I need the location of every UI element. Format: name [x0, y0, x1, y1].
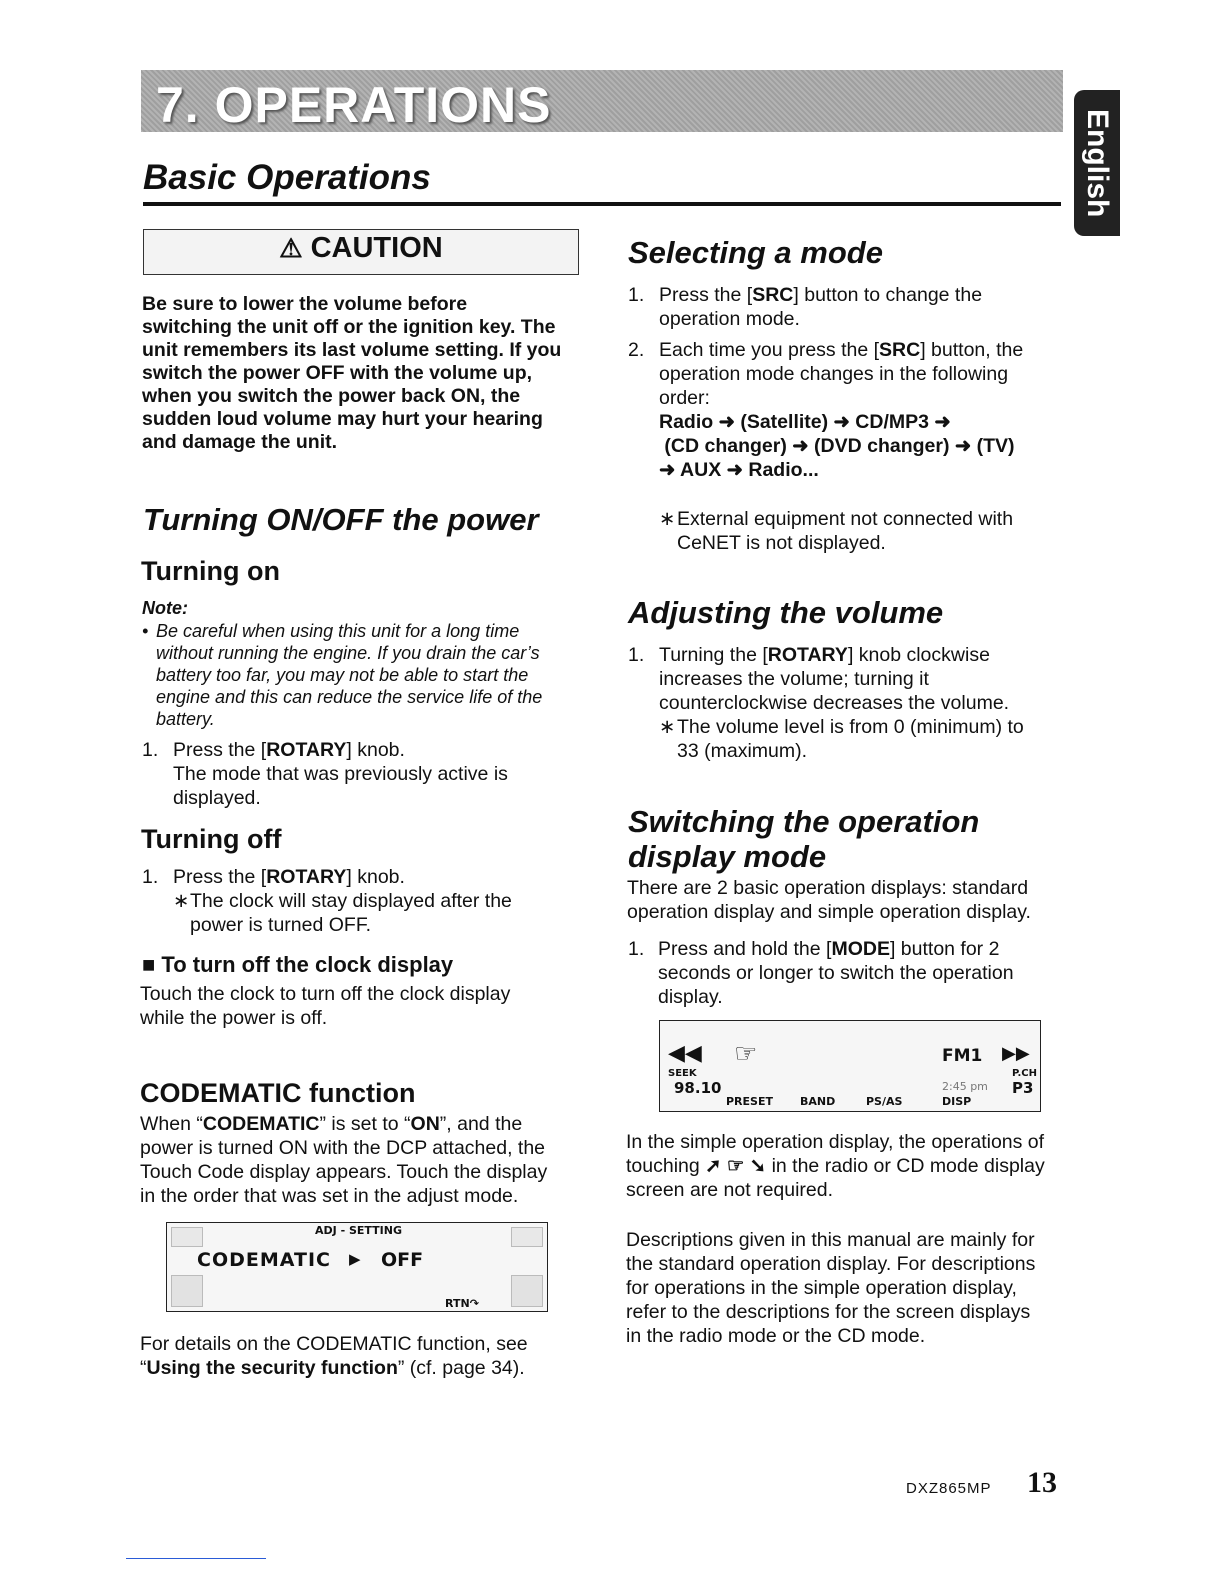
touch-hand-icon: ☞	[734, 1039, 758, 1069]
codematic-line: Touch Code display appears. Touch the display	[140, 1161, 548, 1183]
radio-display	[659, 1020, 1041, 1112]
preset-label: PRESET	[726, 1095, 773, 1108]
details-line: For details on the CODEMATIC function, see	[140, 1333, 528, 1355]
key-name: ROTARY	[266, 866, 347, 888]
text: When “	[140, 1113, 203, 1135]
asterisk-mark: ∗	[659, 508, 676, 530]
text: Press the [	[659, 284, 753, 306]
note-line: 33 (maximum).	[677, 740, 808, 762]
section-divider	[143, 202, 1061, 206]
display-value: OFF	[381, 1249, 424, 1271]
simple-line: In the simple operation display, the operations of	[626, 1131, 1045, 1153]
codematic-line: power is turned ON with the DCP attached, the	[140, 1137, 546, 1159]
display-header: ADJ - SETTING	[315, 1224, 402, 1237]
step-line: seconds or longer to switch the operation	[658, 962, 1014, 984]
seek-forward-icon: ▶▶	[1002, 1043, 1030, 1064]
step-text: ] knob.	[346, 866, 405, 888]
step-line: operation mode changes in the following	[659, 363, 1009, 385]
caution-line: Be sure to lower the volume before	[142, 293, 468, 315]
note-line: External equipment not connected with	[677, 508, 1014, 530]
text: ] knob clockwise	[847, 644, 990, 666]
turning-off-heading: Turning off	[141, 824, 282, 854]
step-number: 2.	[628, 339, 645, 361]
step-number: 1.	[142, 739, 159, 761]
text: Using the security function	[146, 1357, 398, 1379]
text: Each time you press the [	[659, 339, 880, 361]
section-title: Basic Operations	[143, 158, 431, 197]
selecting-mode-heading: Selecting a mode	[628, 235, 883, 270]
link-underline	[126, 1558, 266, 1559]
note-line: battery too far, you may not be able to start the	[156, 665, 529, 685]
desc-line: Descriptions given in this manual are mainly for	[626, 1229, 1035, 1251]
disp-label: DISP	[942, 1095, 972, 1108]
key-name: MODE	[831, 938, 890, 960]
step-line: display.	[658, 986, 723, 1008]
note-line: engine and this can reduce the service life of the	[156, 687, 543, 707]
desc-line: refer to the descriptions for the screen displays	[626, 1301, 1031, 1323]
codematic-line: in the order that was set in the adjust mode.	[140, 1185, 519, 1207]
intro-line: operation display and simple operation display.	[627, 901, 1031, 923]
turning-off-note	[190, 889, 590, 937]
psas-label: PS/AS	[866, 1095, 903, 1108]
power-note	[156, 620, 586, 730]
seek-back-icon: ◀◀	[668, 1041, 702, 1066]
note-line: The volume level is from 0 (minimum) to	[677, 716, 1024, 738]
step-number: 1.	[142, 866, 159, 888]
turning-on-heading: Turning on	[141, 556, 280, 586]
touch-icons: ➚ ☞ ➘	[705, 1155, 767, 1177]
step-line: displayed.	[173, 787, 261, 809]
step-line: order:	[659, 387, 710, 409]
clock-text	[140, 982, 580, 1030]
heading-line: display mode	[628, 839, 827, 874]
note-line: CeNET is not displayed.	[677, 532, 886, 554]
frequency: 98.10	[674, 1079, 722, 1097]
display-item: CODEMATIC	[197, 1249, 331, 1271]
caution-line: when you switch the power back ON, the	[142, 385, 521, 407]
turning-off-step	[173, 865, 583, 889]
text: ” (cf. page 34).	[397, 1357, 525, 1379]
caution-line: switching the unit off or the ignition key. The	[142, 316, 556, 338]
clock-heading-text: To turn off the clock display	[161, 952, 454, 977]
mode-order-line: Radio ➜ (Satellite) ➜ CD/MP3 ➜	[659, 411, 951, 433]
display-mode-step	[658, 937, 1068, 1009]
key-name: SRC	[879, 339, 921, 361]
caution-heading	[143, 232, 579, 265]
mode-step-1	[659, 283, 1069, 331]
text: touching	[626, 1155, 700, 1177]
text: ON	[410, 1113, 440, 1135]
corner-touch-key	[511, 1227, 543, 1247]
return-button: RTN↷	[445, 1297, 479, 1310]
mode-step-2	[659, 338, 1079, 482]
volume-heading: Adjusting the volume	[628, 595, 944, 630]
corner-touch-key	[171, 1227, 203, 1247]
step-line: increases the volume; turning it	[659, 668, 929, 690]
chapter-title: 7. OPERATIONS	[156, 77, 552, 133]
note-line: power is turned OFF.	[190, 914, 371, 936]
codematic-details	[140, 1332, 580, 1380]
mode-note	[677, 507, 1077, 555]
clock-line: while the power is off.	[140, 1007, 328, 1029]
display-mode-heading	[628, 804, 979, 874]
mode-order-line: (CD changer) ➜ (DVD changer) ➜ (TV)	[659, 435, 1015, 457]
note-line: battery.	[156, 709, 215, 729]
caution-line: switch the power OFF with the volume up,	[142, 362, 533, 384]
text: Press and hold the [	[658, 938, 832, 960]
turning-on-step	[173, 738, 583, 810]
asterisk-mark: ∗	[173, 890, 190, 912]
text: ” is set to “	[319, 1113, 411, 1135]
warning-icon: ⚠	[279, 233, 303, 263]
display-mode-intro	[627, 876, 1067, 924]
language-tab-label: English	[1081, 108, 1114, 218]
step-text: Press the [	[173, 866, 267, 888]
step-number: 1.	[628, 284, 645, 306]
clock-line: Touch the clock to turn off the clock display	[140, 983, 511, 1005]
page-number: 13	[1027, 1466, 1057, 1499]
clock-heading	[142, 953, 453, 977]
text: ”, and the	[439, 1113, 523, 1135]
text: ] button to change the	[793, 284, 983, 306]
note-label: Note:	[142, 598, 188, 618]
step-line: The mode that was previously active is	[173, 763, 508, 785]
preset-channel-label: P.CH	[1012, 1068, 1037, 1079]
preset-number: P3	[1012, 1079, 1034, 1097]
step-number: 1.	[628, 644, 645, 666]
caution-label: CAUTION	[310, 232, 443, 264]
step-text: Press the [	[173, 739, 267, 761]
key-name: SRC	[752, 284, 794, 306]
key-name: ROTARY	[767, 644, 848, 666]
asterisk-mark: ∗	[659, 716, 676, 738]
square-bullet-icon: ■	[142, 952, 156, 977]
caution-line: and damage the unit.	[142, 431, 338, 453]
text: in the radio or CD mode display	[771, 1155, 1045, 1177]
note-line: without running the engine. If you drain the car’s	[156, 643, 540, 663]
return-label: RTN	[445, 1297, 470, 1310]
caution-line: sudden loud volume may hurt your hearing	[142, 408, 543, 430]
band-indicator: FM1	[942, 1046, 983, 1066]
text: “	[140, 1357, 147, 1379]
seek-label: SEEK	[668, 1068, 697, 1079]
caution-line: unit remembers its last volume setting. If you	[142, 339, 562, 361]
note-line: The clock will stay displayed after the	[190, 890, 512, 912]
codematic-text	[140, 1112, 580, 1208]
mode-order-line: ➜ AUX ➜ Radio...	[659, 459, 819, 481]
heading-line: Switching the operation	[628, 804, 980, 839]
corner-touch-key	[171, 1275, 203, 1307]
key-name: ROTARY	[266, 739, 347, 761]
text: ] button, the	[920, 339, 1024, 361]
play-arrow-icon: ▶	[349, 1250, 361, 1268]
step-line: operation mode.	[659, 308, 800, 330]
model-number: DXZ865MP	[906, 1480, 992, 1497]
power-heading: Turning ON/OFF the power	[143, 502, 539, 537]
step-line: counterclockwise decreases the volume.	[659, 692, 1010, 714]
simple-line: screen are not required.	[626, 1179, 834, 1201]
simple-display-text	[626, 1130, 1076, 1202]
volume-step	[659, 643, 1069, 715]
descriptions-text	[626, 1228, 1076, 1348]
clock: 2:45 pm	[942, 1080, 988, 1093]
volume-note	[677, 715, 1077, 763]
text: CODEMATIC	[202, 1113, 320, 1135]
step-text: ] knob.	[346, 739, 405, 761]
note-bullet: •	[142, 621, 149, 641]
desc-line: in the radio mode or the CD mode.	[626, 1325, 926, 1347]
codematic-display	[166, 1222, 548, 1312]
desc-line: the standard operation display. For descriptions	[626, 1253, 1036, 1275]
caution-text	[142, 293, 582, 454]
corner-touch-key	[511, 1275, 543, 1307]
desc-line: for operations in the simple operation display,	[626, 1277, 1017, 1299]
intro-line: There are 2 basic operation displays: standard	[627, 877, 1029, 899]
text: Turning the [	[659, 644, 768, 666]
note-line: Be careful when using this unit for a long time	[156, 621, 520, 641]
text: ] button for 2	[889, 938, 1000, 960]
codematic-heading: CODEMATIC function	[140, 1078, 416, 1108]
step-number: 1.	[628, 938, 645, 960]
band-label: BAND	[800, 1095, 836, 1108]
